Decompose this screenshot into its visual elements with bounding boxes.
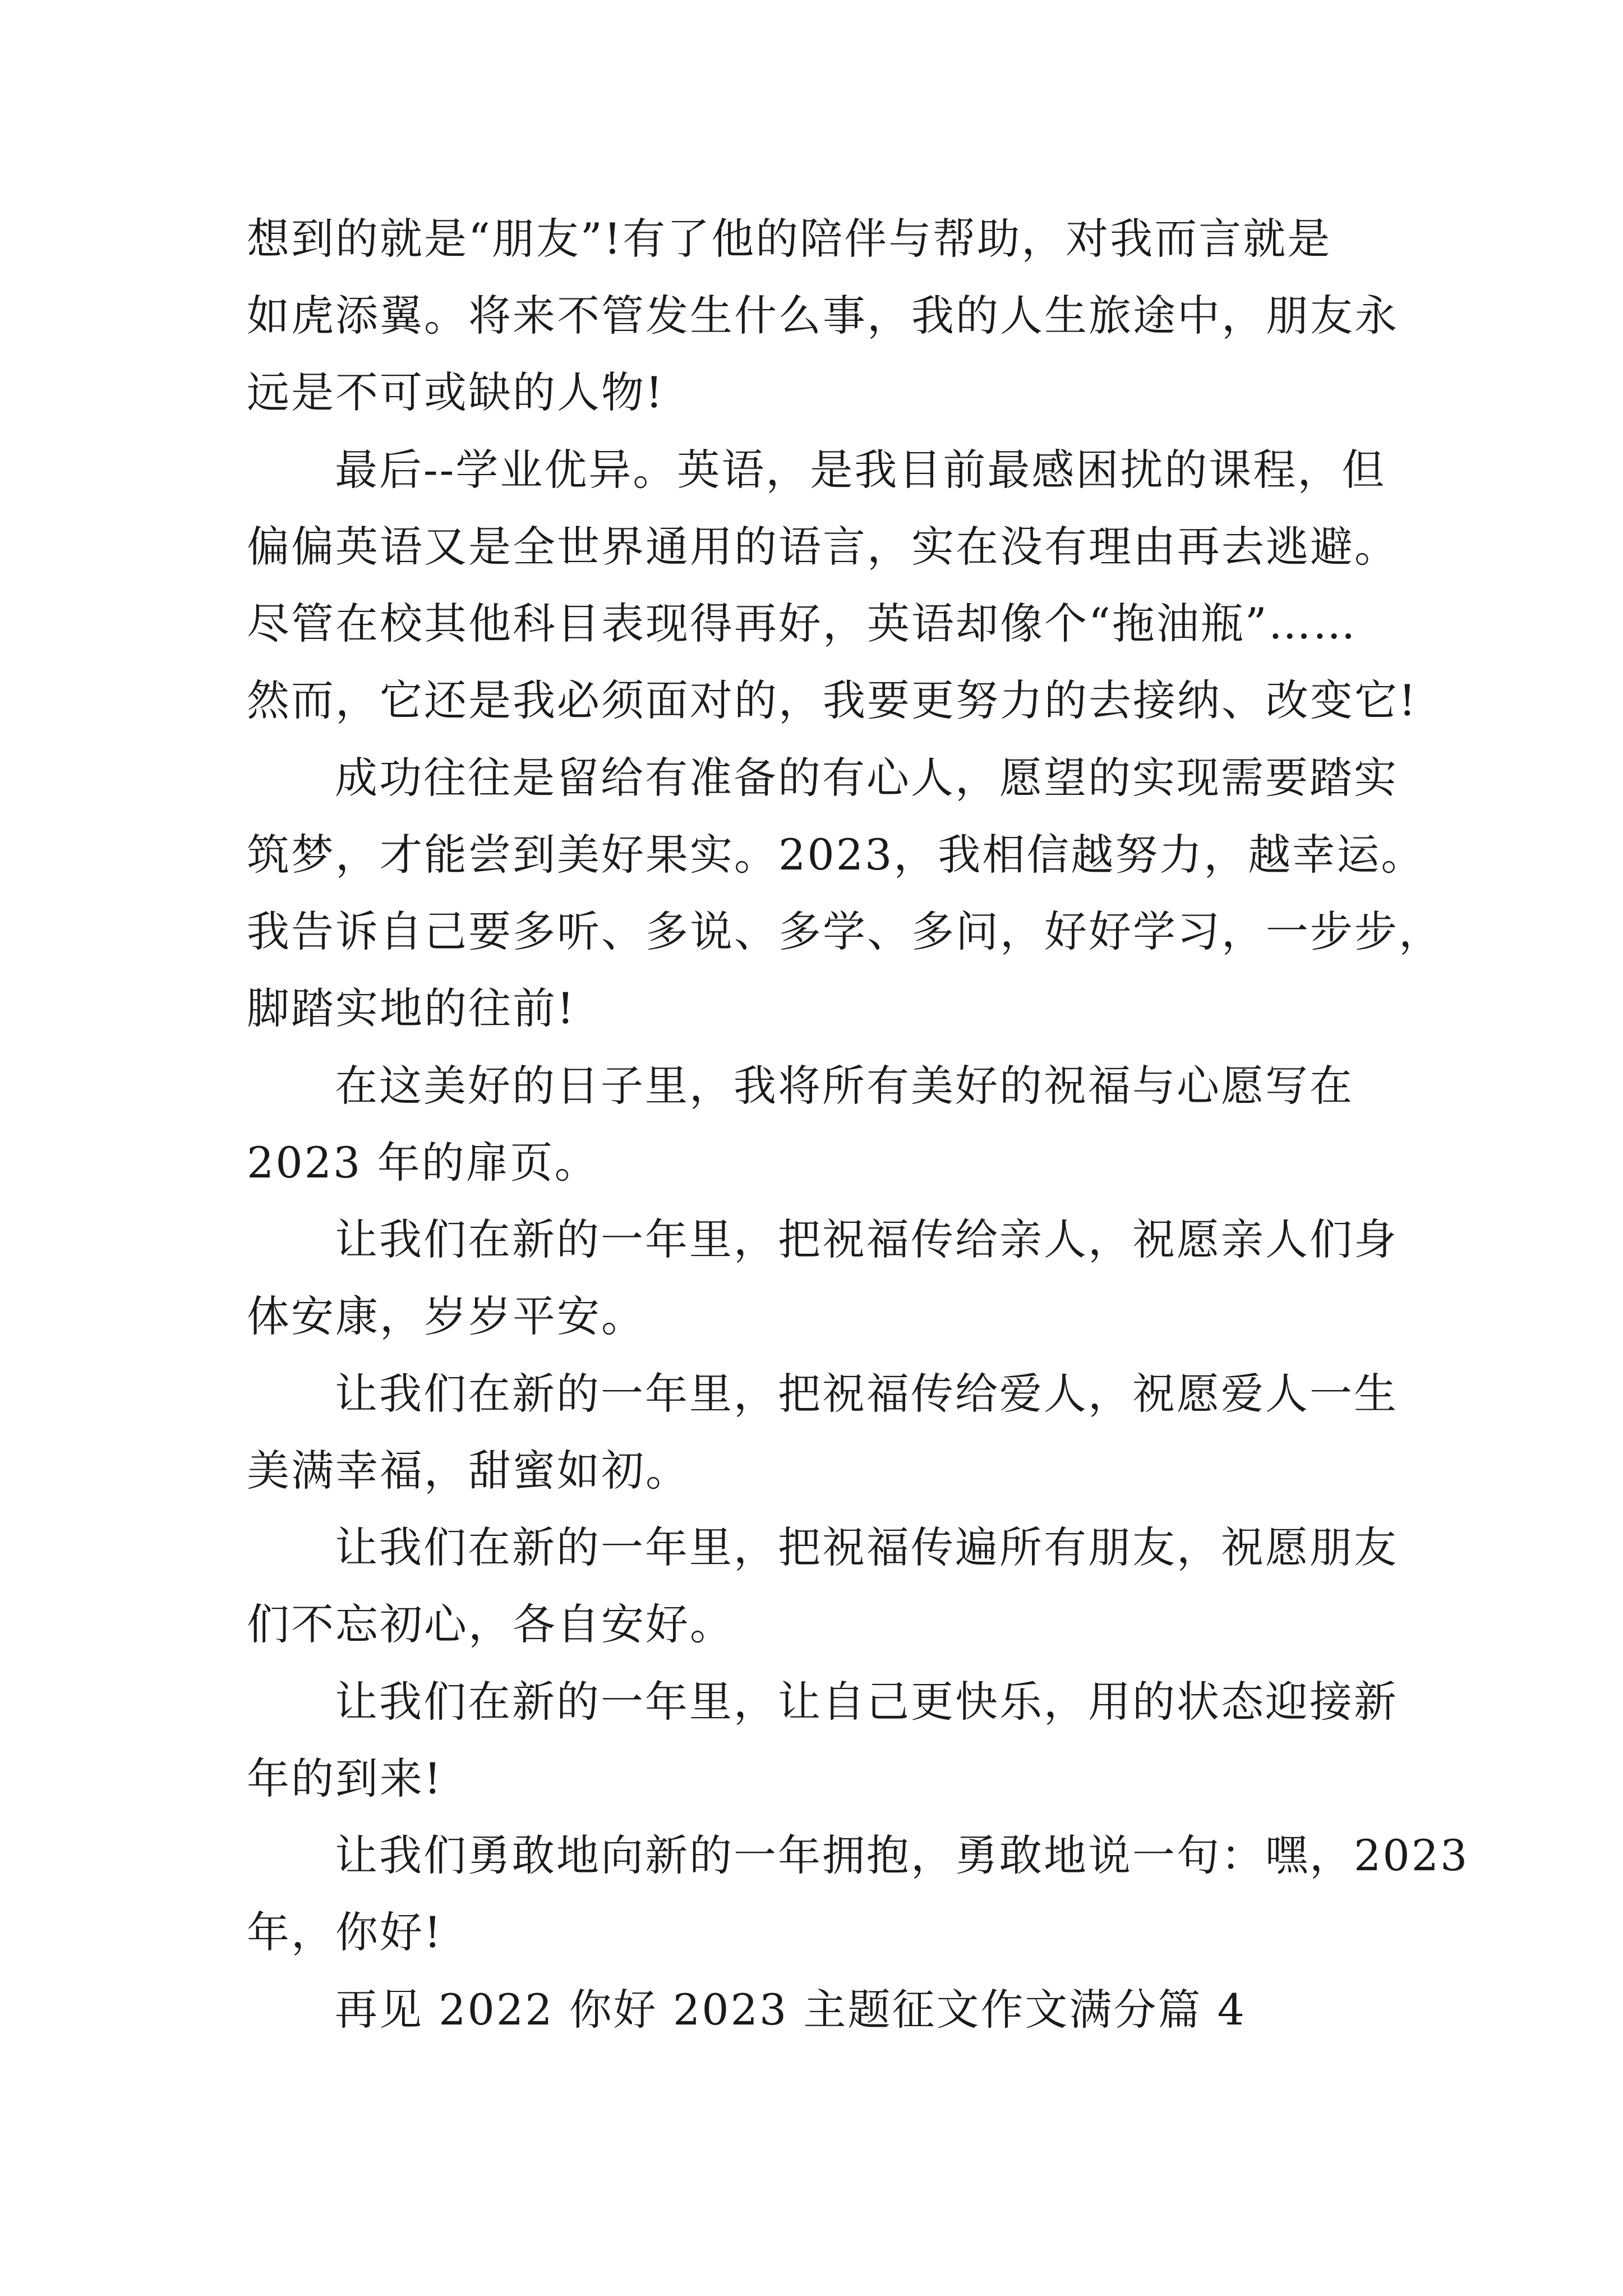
paragraph-6-line-2: 美满幸福，甜蜜如初。 bbox=[247, 1446, 690, 1496]
paragraph-6-line-1: 让我们在新的一年里，把祝福传给爱人，祝愿爱人一生 bbox=[335, 1369, 1398, 1419]
paragraph-2-line-2: 偏偏英语又是全世界通用的语言，实在没有理由再去逃避。 bbox=[247, 522, 1399, 572]
paragraph-7-line-2: 们不忘初心，各自安好。 bbox=[247, 1599, 734, 1649]
paragraph-9-line-2: 年，你好! bbox=[247, 1907, 443, 1957]
paragraph-7-line-1: 让我们在新的一年里，把祝福传遍所有朋友，祝愿朋友 bbox=[335, 1522, 1398, 1572]
paragraph-5-line-2: 体安康，岁岁平安。 bbox=[247, 1291, 645, 1341]
paragraph-1-line-2: 如虎添翼。将来不管发生什么事，我的人生旅途中，朋友永 bbox=[247, 291, 1399, 341]
paragraph-4-line-2: 2023 年的扉页。 bbox=[247, 1138, 599, 1188]
paragraph-4-line-1: 在这美好的日子里，我将所有美好的祝福与心愿写在 bbox=[335, 1061, 1354, 1111]
paragraph-3-line-3: 我告诉自己要多听、多说、多学、多问，好好学习，一步步， bbox=[247, 907, 1443, 956]
section-heading: 再见 2022 你好 2023 主题征文作文满分篇 4 bbox=[335, 1985, 1246, 2035]
paragraph-9-line-1: 让我们勇敢地向新的一年拥抱，勇敢地说一句：嘿，2023 bbox=[335, 1830, 1469, 1880]
paragraph-3-line-2: 筑梦，才能尝到美好果实。2023，我相信越努力，越幸运。 bbox=[247, 830, 1426, 880]
paragraph-1-line-1: 想到的就是“朋友”!有了他的陪伴与帮助，对我而言就是 bbox=[247, 214, 1332, 264]
paragraph-3-line-4: 脚踏实地的往前! bbox=[247, 983, 576, 1033]
paragraph-8-line-1: 让我们在新的一年里，让自己更快乐，用的状态迎接新 bbox=[335, 1677, 1398, 1727]
paragraph-2-line-1: 最后--学业优异。英语，是我目前最感困扰的课程，但 bbox=[335, 445, 1386, 495]
paragraph-2-line-3: 尽管在校其他科目表现得再好，英语却像个“拖油瓶”…… bbox=[247, 599, 1357, 648]
paragraph-2-line-4: 然而，它还是我必须面对的，我要更努力的去接纳、改变它! bbox=[247, 675, 1418, 725]
paragraph-1-line-3: 远是不可或缺的人物! bbox=[247, 367, 665, 417]
paragraph-5-line-1: 让我们在新的一年里，把祝福传给亲人，祝愿亲人们身 bbox=[335, 1214, 1398, 1264]
paragraph-8-line-2: 年的到来! bbox=[247, 1754, 443, 1803]
paragraph-3-line-1: 成功往往是留给有准备的有心人，愿望的实现需要踏实 bbox=[335, 753, 1398, 803]
